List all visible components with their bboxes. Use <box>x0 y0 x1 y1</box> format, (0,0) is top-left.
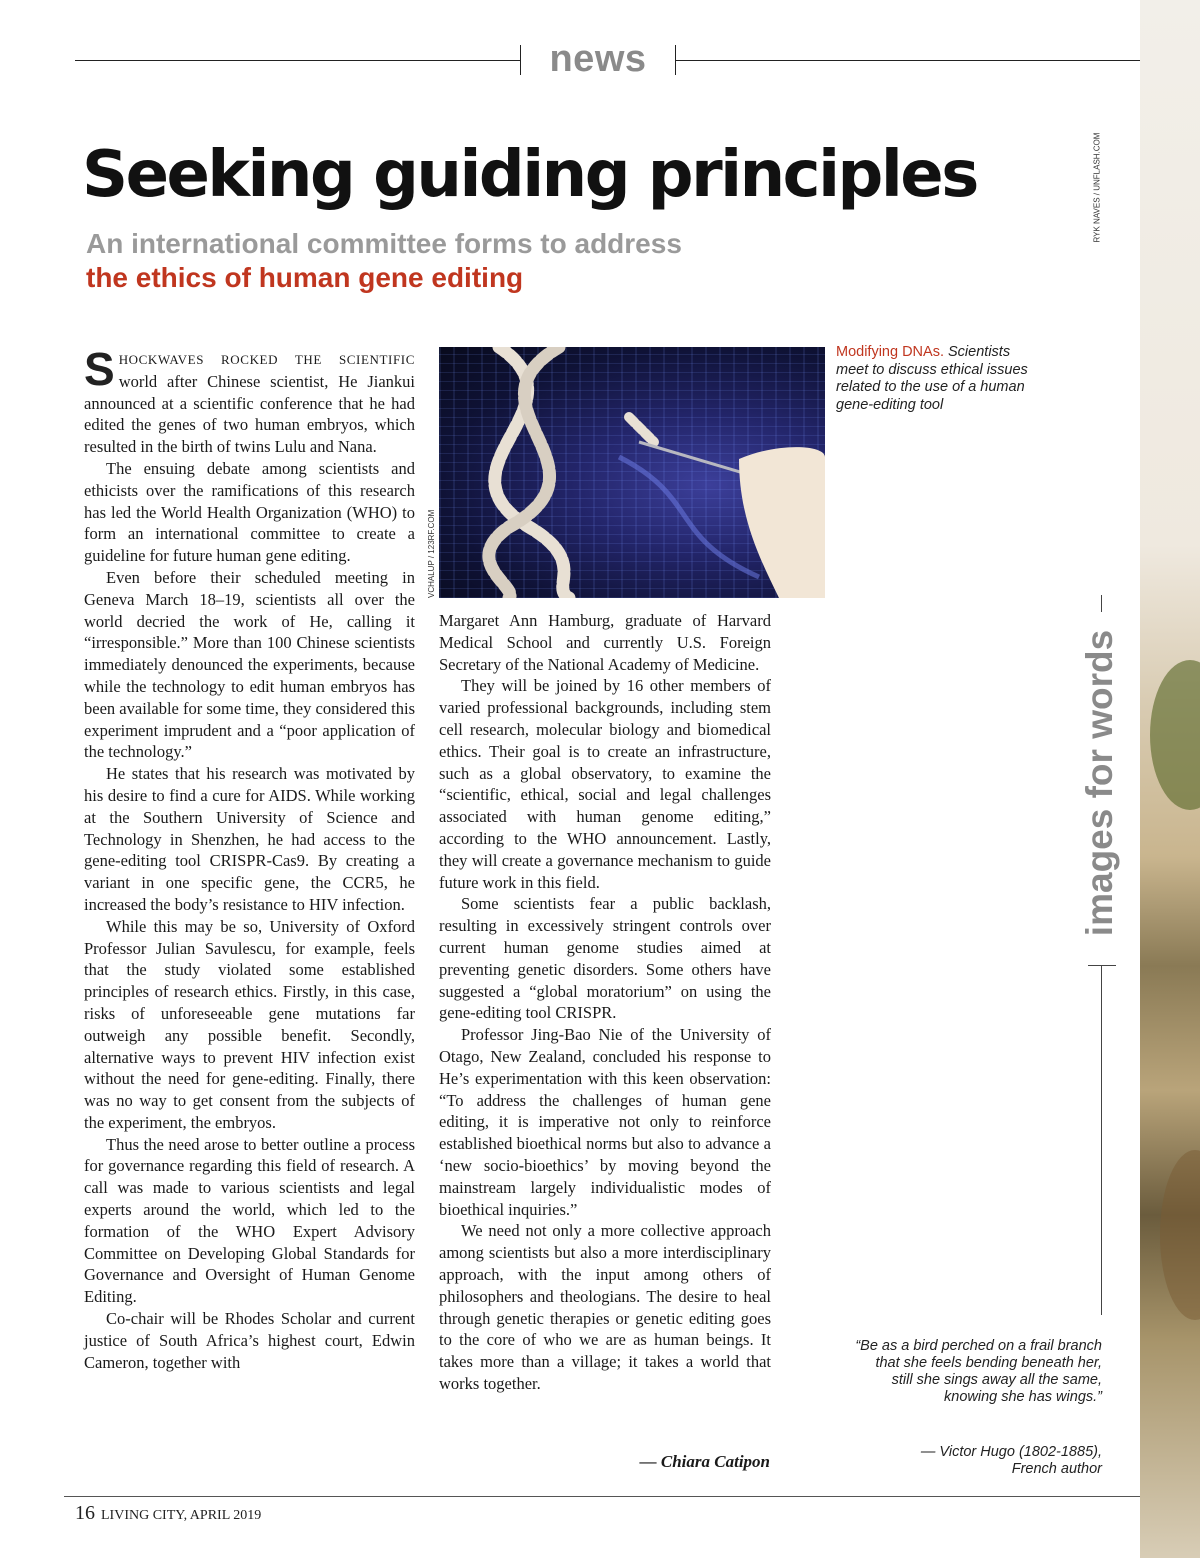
deck-line-2: the ethics of human gene editing <box>86 262 524 293</box>
photo-credit-side <box>424 508 436 598</box>
sidebar-title-wrap <box>1080 612 1124 952</box>
publication-info: LIVING CITY, APRIL 2019 <box>101 1508 262 1523</box>
sidebar-rule-tick <box>1088 965 1116 966</box>
section-label: news <box>549 38 647 80</box>
article-column-1 <box>84 343 415 1373</box>
caption-body: Scientists meet to discuss ethical issues related to the use of a human gene-editing tool <box>836 344 1028 413</box>
article-column-2 <box>439 610 771 1395</box>
sidebar-rule-top <box>1101 595 1102 612</box>
article-paragraph: Professor Jing-Bao Nie of the University of Otago, New Zealand, concluded his response to He’s experimentation with this keen observation: “To address the challenges of human gene editing, it is imperative not only to reinforce established bioethical norms but also to advance a ‘new socio-bioethics’ by moving beyond the mainstream largely individualistic modes of bioethical inquiries.” <box>439 1025 771 1219</box>
deck-line-1: An international committee forms to address <box>86 228 682 259</box>
quote-attribution <box>860 1444 1102 1478</box>
section-rule-right <box>675 60 1140 61</box>
footer-rule <box>64 1496 1140 1497</box>
article-paragraph: Even before their scheduled meeting in Geneva March 18–19, scientists all over the world decried the work of He, calling it “irresponsible.” More than 100 Chinese scientists immediately denounced the experiments, because while the technology to edit human embryos has been available for some time, they considered this experiment imprudent and a “poor application of the technology.” <box>84 567 415 762</box>
dna-helix-illustration <box>439 347 825 598</box>
article-paragraph: They will be joined by 16 other members of varied professional backgrounds, including stem cell research, molecular biology and biomedical ethics. Their goal is to create an infrastructure, such as a global observatory, to examine the “scientific, ethical, social and legal challenges associated with human genome editing,” according to the WHO announcement. Lastly, they will create a governance mechanism to guide future work in this field. <box>439 676 771 892</box>
photo-credit-side-text: VCHALUP / 123RF.COM <box>427 509 436 598</box>
lead-small-caps: HOCKWAVES ROCKED THE SCIENTIFIC <box>118 352 415 367</box>
dna-photo <box>439 347 825 598</box>
sidebar-rule-bottom <box>1101 965 1102 1315</box>
photo-caption <box>836 344 1036 414</box>
headline: Seeking guiding principles <box>82 138 977 212</box>
section-rule-left <box>75 60 520 61</box>
paragraph-text: world after Chinese scientist, He Jiankui announced at a scientific conference that he had edited the genes of two human embryos, which resulted in the birth of twins Lulu and Nana. <box>84 371 415 457</box>
article-paragraph: He states that his research was motivated by his desire to find a cure for AIDS. While working at the Southern University of Science and Technology in Shenzhen, he had access to the gene-editing tool CRISPR-Cas9. By creating a variant in one specific gene, the CCR5, he increased the body’s resistance to HIV infection. <box>84 764 415 914</box>
quote-line: knowing she has wings.” <box>944 1389 1102 1405</box>
quote-line: that she feels bending beneath her, <box>875 1355 1102 1371</box>
sidebar-quote <box>805 1338 1102 1406</box>
section-rule-tick-left <box>520 45 521 75</box>
article-paragraph: We need not only a more collective approach among scientists but also a more interdisciplinary approach, with the input among others of philosophers and theologians. The desire to heal through genetic therapies or genetic editing goes to the core of who we are as human beings. It takes more than a village; it takes a world that works together. <box>439 1221 771 1393</box>
caption-lead: Modifying DNAs. <box>836 344 944 360</box>
photo-credit-top-text: RYK NAVES / UNFLASH.COM <box>1092 132 1102 243</box>
photo-credit-top <box>1090 132 1102 245</box>
article-paragraph: The ensuing debate among scientists and ethicists over the ramifications of this research has led the World Health Organization (WHO) to form an international committee to create a guideline for future human gene editing. <box>84 458 415 566</box>
quote-line: still she sings away all the same, <box>891 1372 1102 1388</box>
article-paragraph: Margaret Ann Hamburg, graduate of Harvard Medical School and currently U.S. Foreign Secretary of the National Academy of Medicine. <box>439 611 771 674</box>
page-footer <box>75 1502 261 1525</box>
article-paragraph: While this may be so, University of Oxford Professor Julian Savulescu, for example, feels that the study violated some established principles of research ethics. Firstly, in this case, risks of unforeseeable gene mutations far outweigh any possible benefit. Secondly, alternative ways to prevent HIV infection exist without the need for gene-editing. Finally, there was no way to get consent from the subjects of the experiment, the embryos. <box>84 916 415 1132</box>
quote-line: “Be as a bird perched on a frail branch <box>855 1338 1102 1354</box>
attribution-line: — Victor Hugo (1802-1885), <box>920 1444 1102 1460</box>
page-number: 16 <box>75 1502 95 1524</box>
article-paragraph: Some scientists fear a public backlash, resulting in excessively stringent controls over current human genome studies aimed at preventing genetic disorders. Some others have suggested a “global moratorium” on using the gene-editing tool CRISPR. <box>439 894 771 1023</box>
byline: — Chiara Catipon <box>639 1452 770 1471</box>
article-paragraph <box>84 343 415 458</box>
article-paragraph: Thus the need arose to better outline a process for governance regarding this field of research. A call was made to various scientists and legal experts around the world, which led to the formation of the WHO Expert Advisory Committee on Developing Global Standards for Governance and Oversight of Human Genome Editing. <box>84 1134 415 1307</box>
drop-cap: S <box>84 343 115 395</box>
article-paragraph: Co-chair will be Rhodes Scholar and current justice of South Africa’s highest court, Edwin Cameron, together with <box>84 1309 415 1372</box>
attribution-line: French author <box>1011 1461 1102 1477</box>
sidebar-title: images for words <box>1079 629 1120 937</box>
